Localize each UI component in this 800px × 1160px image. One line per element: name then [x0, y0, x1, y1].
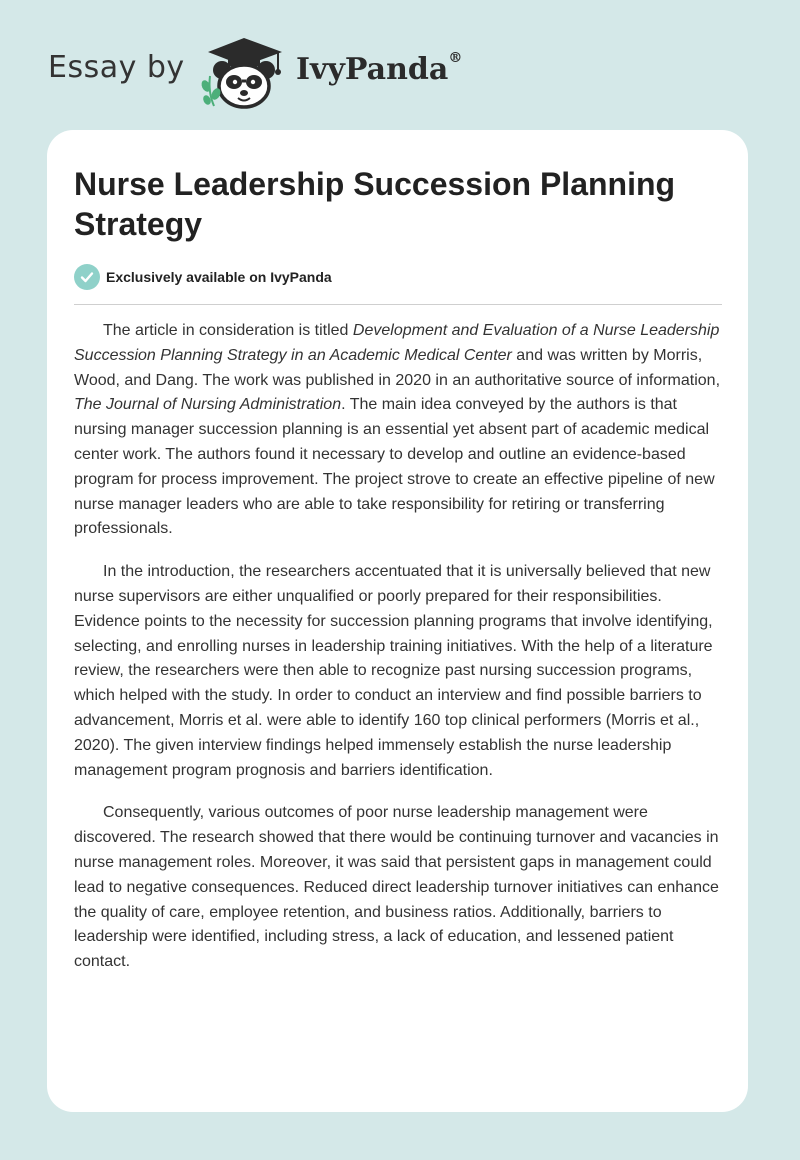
text-run: In the introduction, the researchers accentuated that it is universally believed that new nurse supervisors are either unqualified or poorly prepared for their responsibilities. Evidence points to the necessity for succession planning programs that involve identifying, selecting, and enrolling nurses in leadership training initiatives. With the help of a literature review, the researchers were then able to recognize past nursing succession programs, which helped with the study. In order to conduct an interview and find possible barriers to advancement, Morris et al. were able to identify 160 top clinical performers (Morris et al., 2020). The given interview findings helped immensely establish the nurse leadership management program prognosis and barriers identification.	[74, 563, 713, 779]
brand-text: IvyPanda	[296, 52, 449, 87]
text-run: Consequently, various outcomes of poor nurse leadership management were discovered. The research showed that there would be continuing turnover and vacancies in nurse management roles. Moreover, it was said that persistent gaps in management could lead to negative consequences. Reduced direct leadership turnover initiatives can enhance the quality of care, employee retention, and business ratios. Additionally, barriers to leadership were identified, including stress, a lack of education, and lessened patient contact.	[74, 804, 719, 971]
paragraph	[74, 319, 724, 542]
brand-name[interactable]	[296, 52, 462, 87]
italic-title-run: Development and Evaluation of a Nurse Leadership Succession Planning Strategy in an Academic Medical Center	[74, 322, 720, 364]
article-title: Nurse Leadership Succession Planning Strategy	[74, 166, 676, 242]
registered-mark: ®	[448, 50, 463, 66]
site-header	[0, 0, 800, 130]
essay-by-label: Essay by	[48, 50, 185, 85]
check-circle-icon	[74, 264, 100, 290]
panda-graduate-icon[interactable]	[198, 36, 290, 110]
exclusive-badge	[74, 264, 332, 290]
text-run: and was written by Morris, Wood, and Dang. The work was published in 2020 in an authoritative source of information,	[74, 346, 721, 389]
article-body	[74, 319, 724, 993]
text-run: The article in consideration is titled	[103, 322, 353, 339]
article-card	[47, 130, 748, 1112]
paragraph	[74, 560, 724, 783]
text-run: . The main idea conveyed by the authors is that nursing manager succession planning is an essential yet absent part of academic medical center work. The authors found it necessary to develop and outline an evidence-based program for process improvement. The project strove to create an effective pipeline of new nurse manager leaders who are able to take responsibility for retiring or transferring professionals.	[74, 396, 715, 538]
exclusive-label: Exclusively available on IvyPanda	[106, 269, 332, 285]
italic-title-run: The Journal of Nursing Administration	[74, 396, 342, 414]
paragraph	[74, 801, 724, 975]
divider	[74, 304, 722, 305]
